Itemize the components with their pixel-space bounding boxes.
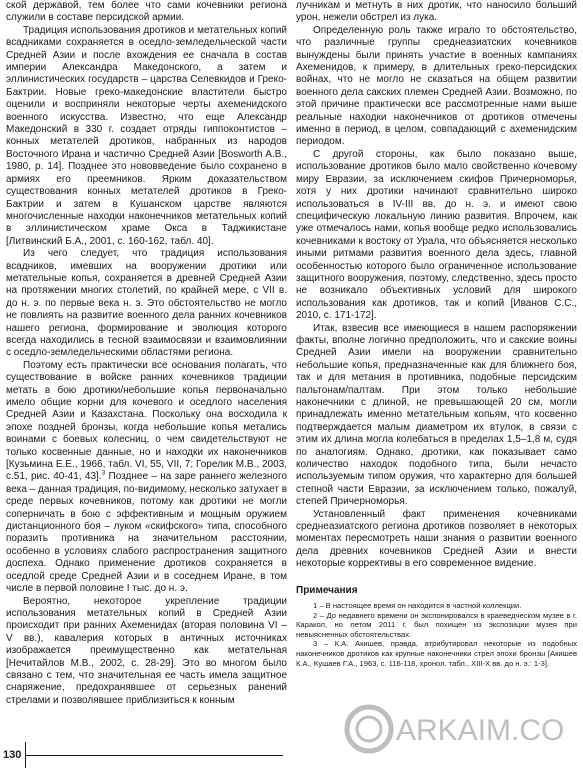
left-text-column bbox=[6, 0, 287, 707]
footnote-3: 3 – К.А. Акишев, правда, атрибутировал некоторые из подобных наконечников дротиков как крупные наконечники стрел эпохи бронзы [Акишев К.А., Кушаев Г.А., 1963, с. 116-118, хронол. табл., XIII-X вв. до н. э.: 1-3]. bbox=[296, 639, 577, 668]
footnote-2: 2 – До недавнего времени он экспонировался в краеведческом музее в г. Каракол, но летом 2011 г. был похищен из экспозиции музея при невыясненных обстоятельствах. bbox=[296, 610, 577, 639]
site-watermark bbox=[340, 700, 580, 758]
footer-rule bbox=[26, 755, 283, 756]
page-number: 130 bbox=[0, 742, 26, 768]
watermark-ring-icon bbox=[347, 707, 391, 751]
paragraph-conclusion: Установленный факт применения кочевниками среднеазиатского региона дротиков позволяет в некоторых моментах пересмотреть наши знания о развитии военного дела древних кочевников Средней Азии и внести некоторые коррективы в его современное видение. bbox=[296, 508, 577, 570]
right-text-column bbox=[296, 0, 577, 668]
paragraph-common-roots bbox=[6, 360, 287, 596]
paragraph-hellenistic-tradition: Традиция использования дротиков и метательных копий всадниками сохраняется в оседло-земледельческой части Средней Азии и после вхождения ее сначала в состав империи Александра Македонского, а затем и эллинистических государств – царства Селевкидов и Греко-Бактрии. Новые греко-македонские властители быстро оценили и восприняли некоторые черты ахеменидского военного искусства. Известно, что еще Александр Македонский в 330 г. создает отряды гиппоконтистов – конных метателей дротиков, набранных из народов Восточного Ирана и частично Средней Азии [Bosworth A.B., 1980, p. 14]. Позднее это нововведение было сохранено в армиях его преемников. Ярким доказательством существования конных метателей дротиков в Греко-Бактрии и затем в Кушанском царстве являются многочисленные находки наконечников метательных копий в эллинистическом храме Окса в Таджикистане [Литвинский Б.А., 2001, с. 160-162, табл. 40]. bbox=[6, 24, 287, 247]
paragraph-common-roots-part2: Позднее – на заре раннего железного века – данная традиция, по-видимому, несколько затухает в среде первых кочевников, потому как дротики не могли соперничать в бою с эффективным и мощным оружием дистанционного боя – луком «скифского» типа, способного поразить противника на значительном расстоянии, особенно в условиях слабого распространения защитного доспеха. Однако применение дротиков сохраняется в оседлой среде Средней Азии и в соседнем Иране, в том числе в первой половине I тыс. до н. э. bbox=[6, 471, 288, 595]
footnote-ref-3: 3 bbox=[101, 470, 106, 478]
paragraph-continuation-right: лучникам и метнуть в них дротик, что наносило больший урон, нежели обстрел из лука. bbox=[296, 0, 577, 24]
paragraph-greco-persian-wars: Определенную роль также играло то обстоятельство, что различные группы среднеазиатских кочевников вынуждены были принять участие в военных кампаниях Ахеменидов, к примеру, в длительных греко-персидских войнах, что не могло не сказаться на общем развитии военного дела сакских племен Средней Азии. Возможно, по этой причине практически все рассмотренные нами выше реальные находки наконечников от дротиков отмечены именно в период, в целом, совпадающий с ахеменидским периодом. bbox=[296, 24, 577, 148]
paragraph-centuries-tradition: Из чего следует, что традиция использования всадников, имевших на вооружении дротики или метательные копья, сохраняется в древней Средней Азии на протяжении многих столетий, по крайней мере, с VII в. до н. э. по первые века н. э. Это обстоятельство не могло не повлиять на развитие военного дела ранних кочевников нашего региона, формирование и эволюция которого всегда находились в тесной взаимосвязи и взаимовлиянии с оседло-земледельческими областями региона. bbox=[6, 248, 287, 359]
paragraph-achaemenid-cavalry: Вероятно, некоторое укрепление традиции использования метательных копий в Средней Азии происходит при ранних Ахеменидах (вторая половина VI – V вв.), кавалерия которых в античных источниках изображается преимущественно как метательная [Нечитайлов М.В., 2002, с. 28-29]. Это во многом было связано с тем, что значительная ее часть имела защитное снаряжение, предохранявшее от серьезных ранений стрелами и позволявшее приблизиться к конным bbox=[6, 595, 287, 706]
notes-heading: Примечания bbox=[296, 584, 358, 596]
paragraph-common-roots-part1: Поэтому есть практически все основания полагать, что существование в войске ранних кочевников традиции метать в бою дротики/небольшие копья первоначально имело общие корни для кочевого и оседлого населения Средней Азии и Казахстана. Поскольку она восходила к эпохе поздней бронзы, когда небольшие копья метались воинами с боевых колесниц, о чем свидетельствуют не только косвенные данные, но и находки их наконечников [Кузьмина Е.Е., 1966, табл. VI, 55, VII, 7; Горелик М.В., 2003, с.51, рис. 40-41, 43]. bbox=[6, 359, 287, 483]
paragraph-eurasian-nomads: С другой стороны, как было показано выше, использование дротиков было мало свойственно кочевому миру Евразии, за исключением скифов Причерноморья, хотя у них дротики начинают сравнительно широко использоваться в IV-III вв. до н. э. и имеют свою специфическую локальную линию развития. Впрочем, как уже отмечалось нами, копья вообще редко использовались кочевниками к востоку от Урала, что объясняется несколько иными ритмами развития военного дела здесь, главной особенностью которого было ограниченное использование защитного вооружения, поэтому, следственно, здесь просто не возникало объективных условий для широкого использования как дротиков, так и копий [Иванов С.С., 2010, с. 171-172]. bbox=[296, 148, 577, 322]
watermark-text: ARKAIM.CO bbox=[396, 714, 565, 747]
paragraph-continuation: ской державой, тем более что сами кочевники региона служили в составе персидской армии. bbox=[6, 0, 287, 24]
watermark-logo bbox=[340, 700, 580, 758]
footnote-1: 1 – В настоящее время он находится в частной коллекции. bbox=[313, 601, 522, 611]
paragraph-saka-spears: Итак, взвесив все имеющиеся в нашем распоряжении факты, вполне логично предположить, что и сакские воины Средней Азии имели на вооружении сравнительно небольшие копья, предназначенные как для ближнего боя, так и для метания в противника, подобные персидским пальтонам/палтам. При этом только небольшие наконечники с длиной, не превышающей 20 см, могли принадлежать именно метательным копьям, что косвенно подтверждается малым диаметром их втулок, в связи с этим их длина могла колебаться в пределах 1,5–1,8 м, судя по аналогиям. Однако, дротики, как показывает само количество находок подобного типа, были нечасто используемым типом оружия, что характерно для большей степной части Евразии, за исключением только, пожалуй, степей Причерноморья. bbox=[296, 322, 577, 508]
